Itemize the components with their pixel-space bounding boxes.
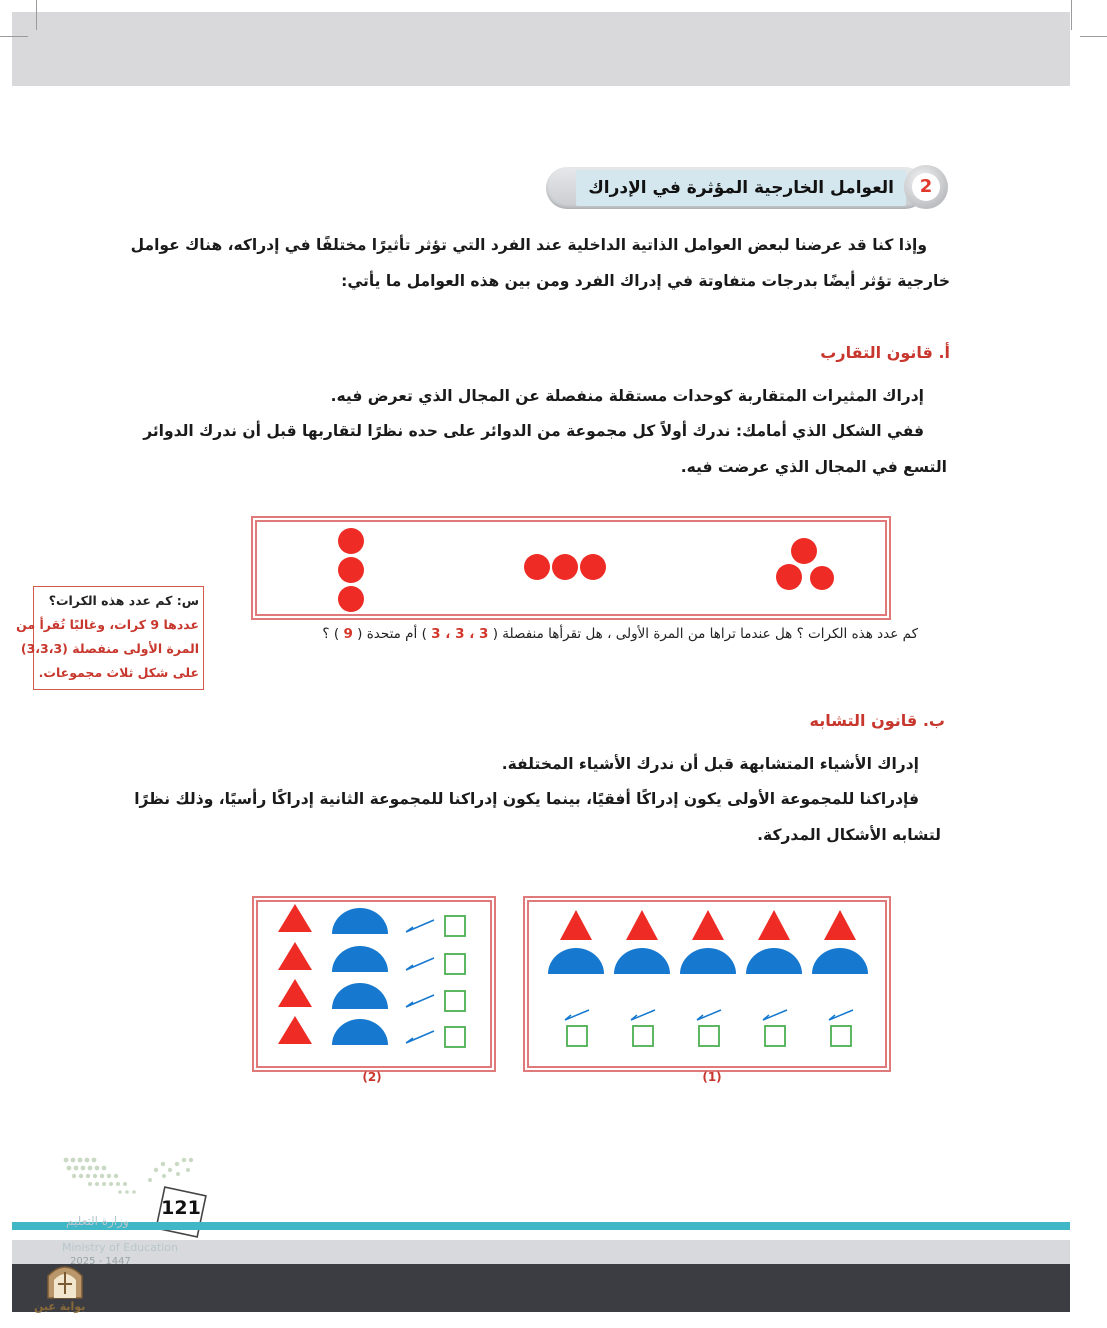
question-part-2: ) أم متحدة (: [357, 626, 427, 642]
semicircle: [680, 948, 736, 974]
proximity-figure: [255, 520, 887, 616]
square: [831, 1026, 851, 1046]
portal-name: بوابة عين: [34, 1300, 86, 1313]
proximity-circles: [257, 522, 885, 614]
circle: [338, 586, 364, 612]
note-answer-2: المرة الأولى منفصلة (3،3،3): [20, 641, 199, 656]
similarity-figure-2: [256, 900, 492, 1068]
law-b-line-1: إدراك الأشياء المتشابهة قبل أن ندرك الأشياء المختلفة.: [501, 755, 919, 773]
ministry-name-ar: وزارة التعليم: [66, 1214, 129, 1228]
square: [633, 1026, 653, 1046]
similarity-shapes-1: [529, 902, 885, 1066]
question-total: 9: [343, 626, 353, 642]
intro-line-2: خارجية تؤثر أيضًا بدرجات متفاوتة في إدراك الفرد ومن بين هذه العوامل ما يأتي:: [341, 272, 950, 290]
square: [567, 1026, 587, 1046]
semicircle: [332, 983, 388, 1009]
ministry-year: 2025 - 1447: [70, 1256, 131, 1267]
triangle: [626, 910, 658, 940]
triangle: [278, 904, 312, 932]
ministry-name-en: Ministry of Education: [62, 1241, 179, 1254]
square: [765, 1026, 785, 1046]
triangle: [278, 1016, 312, 1044]
crop-mark: [1071, 0, 1072, 30]
triangle: [278, 979, 312, 1007]
question-part-3: ) ؟: [322, 626, 340, 642]
triangle: [758, 910, 790, 940]
square: [445, 954, 465, 974]
triangle: [824, 910, 856, 940]
circle: [524, 554, 550, 580]
tick-mark: [829, 1010, 853, 1020]
law-b-line-3: لتشابه الأشكال المدركة.: [757, 826, 941, 844]
square: [699, 1026, 719, 1046]
semicircle: [614, 948, 670, 974]
square: [445, 916, 465, 936]
section-number: 2: [912, 173, 940, 201]
semicircle: [332, 946, 388, 972]
circle: [338, 557, 364, 583]
figure-2-label: (2): [362, 1070, 382, 1084]
circle: [552, 554, 578, 580]
crop-mark: [0, 36, 28, 37]
intro-line-1: وإذا كنا قد عرضنا لبعض العوامل الذاتية الداخلية عند الفرد التي تؤثر تأثيرًا مختلفًا في إدراكه، هناك عوامل: [130, 236, 927, 254]
portal-logo-icon: [44, 1258, 86, 1300]
square: [445, 991, 465, 1011]
page-number: 121: [161, 1197, 201, 1219]
question-values: 3 ، 3 ، 3: [431, 626, 489, 642]
proximity-question: [322, 626, 918, 642]
tick-mark: [406, 920, 434, 932]
note-question: س: كم عدد هذه الكرات؟: [48, 593, 199, 608]
question-part-1: كم عدد هذه الكرات ؟ هل عندما تراها من المرة الأولى ، هل تقرأها منفصلة (: [492, 626, 918, 642]
semicircle: [332, 908, 388, 934]
tick-mark: [406, 958, 434, 970]
page-number-badge: [154, 1185, 208, 1239]
tick-mark: [697, 1010, 721, 1020]
tick-mark: [631, 1010, 655, 1020]
law-a-line-2: ففي الشكل الذي أمامك: ندرك أولاً كل مجموعة من الدوائر على حده نظرًا لتقاربها قبل أن ندرك الدوائر: [143, 422, 924, 440]
law-b-heading: ب. قانون التشابه: [809, 711, 945, 730]
similarity-figure-1: [527, 900, 887, 1068]
similarity-shapes-2: [258, 902, 490, 1066]
triangle: [692, 910, 724, 940]
crop-mark: [36, 0, 37, 30]
triangle: [278, 942, 312, 970]
semicircle: [548, 948, 604, 974]
circle: [776, 564, 802, 590]
circle: [810, 566, 834, 590]
figure-1-label: (1): [702, 1070, 722, 1084]
law-a-heading: أ. قانون التقارب: [820, 343, 950, 362]
tick-mark: [565, 1010, 589, 1020]
triangle: [560, 910, 592, 940]
semicircle: [746, 948, 802, 974]
semicircle: [332, 1019, 388, 1045]
circle: [791, 538, 817, 564]
note-answer-1: عددها 9 كرات، وغالبًا تُقرأ من: [16, 617, 199, 632]
circle: [338, 528, 364, 554]
crop-mark: [1080, 36, 1107, 37]
section-banner: [546, 163, 950, 213]
tick-mark: [763, 1010, 787, 1020]
law-a-line-1: إدراك المثيرات المتقاربة كوحدات مستقلة منفصلة عن المجال الذي تعرض فيه.: [330, 387, 924, 405]
top-banner: [12, 12, 1070, 86]
note-answer-3: على شكل ثلاث مجموعات.: [38, 665, 199, 680]
circle: [580, 554, 606, 580]
footer-rule: [12, 1222, 1070, 1230]
footer-dark-band: [12, 1264, 1070, 1312]
answer-note: [16, 586, 204, 690]
section-title: العوامل الخارجية المؤثرة في الإدراك: [588, 178, 894, 198]
law-a-line-3: التسع في المجال الذي عرضت فيه.: [680, 458, 947, 476]
law-b-line-2: فإدراكنا للمجموعة الأولى يكون إدراكًا أفقيًا، بينما يكون إدراكنا للمجموعة الثانية إدراكًا رأسيًا، وذلك نظرًا: [134, 790, 919, 808]
semicircle: [812, 948, 868, 974]
tick-mark: [406, 1031, 434, 1043]
square: [445, 1027, 465, 1047]
tick-mark: [406, 995, 434, 1007]
